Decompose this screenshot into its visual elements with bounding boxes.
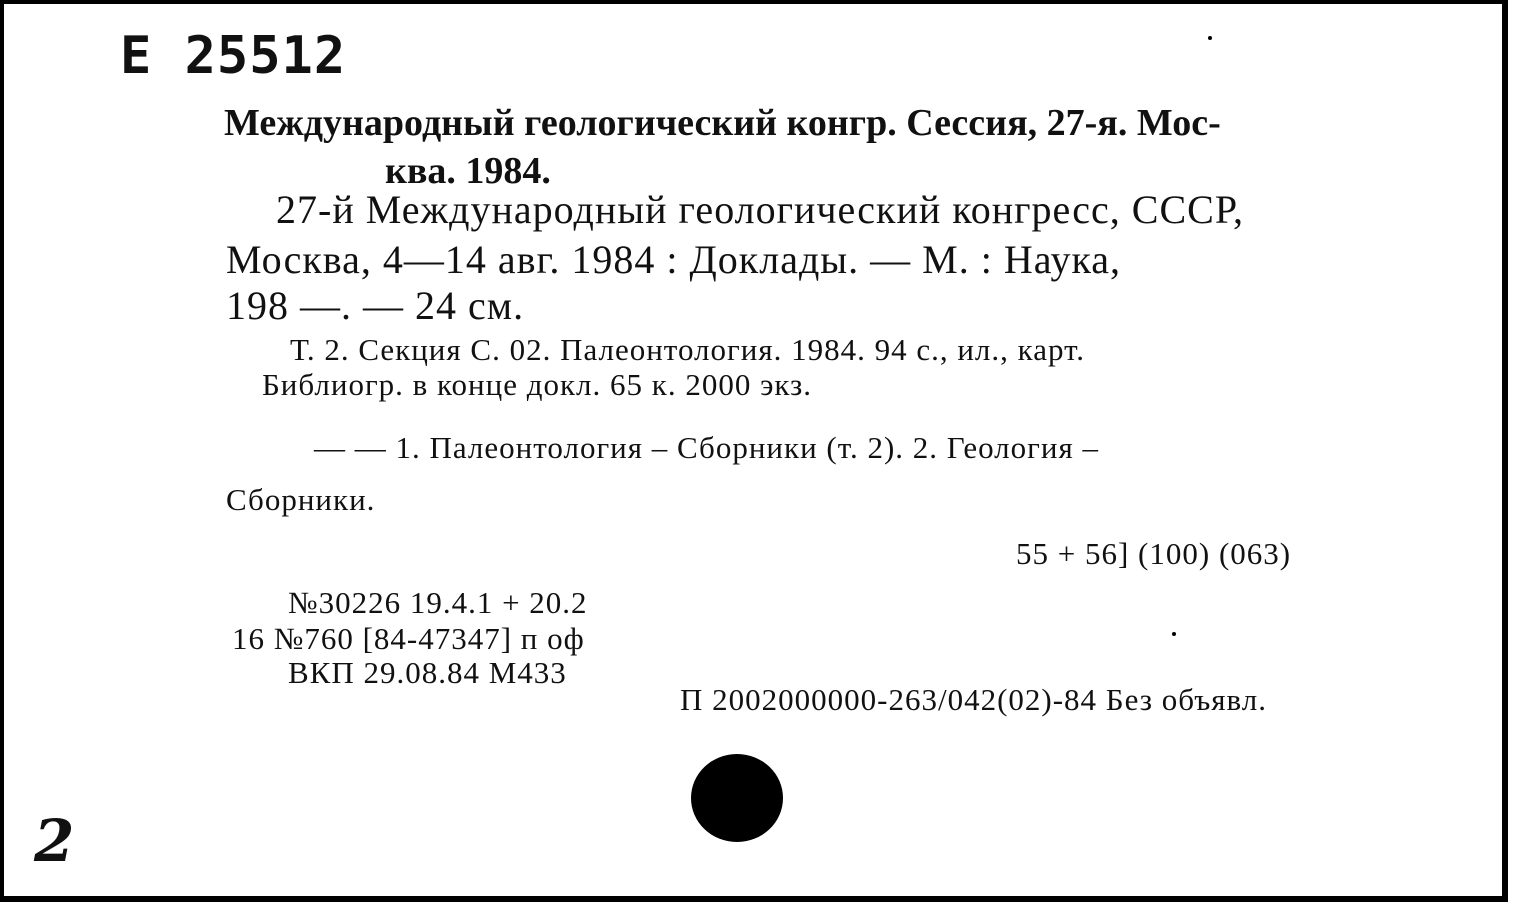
volume-line-1: Т. 2. Секция С. 02. Палеонтология. 1984. 94 с., ил., карт. (290, 332, 1086, 367)
ink-speck (1208, 36, 1212, 40)
title-line-2: Москва, 4—14 авг. 1984 : Доклады. — М. : Наука, (226, 237, 1122, 282)
punch-hole (691, 754, 783, 842)
heading-line-1: Международный геологический конгр. Сессия, 27-я. Мос- (224, 102, 1221, 144)
call-number: Е 25512 (120, 26, 347, 86)
publisher-code: П 2002000000-263/042(02)-84 Без объявл. (680, 682, 1267, 717)
title-line-1: 27-й Международный геологический конгресс, СССР, (276, 187, 1245, 232)
service-line-1: №30226 19.4.1 + 20.2 (288, 585, 588, 620)
subjects-line-1: — — 1. Палеонтология – Сборники (т. 2). 2. Геология – (314, 430, 1099, 465)
service-line-3: ВКП 29.08.84 М433 (288, 655, 567, 690)
pencil-mark: 2 (34, 807, 75, 875)
volume-line-2: Библиогр. в конце докл. 65 к. 2000 экз. (262, 367, 813, 402)
title-line-3: 198 —. — 24 см. (226, 283, 525, 328)
subjects-line-2: Сборники. (226, 482, 376, 517)
heading-line-2: ква. 1984. (385, 150, 551, 192)
service-line-2: 16 №760 [84-47347] п оф (232, 621, 585, 656)
ink-speck (1172, 632, 1176, 636)
udc-classification: 55 + 56] (100) (063) (1016, 536, 1292, 571)
